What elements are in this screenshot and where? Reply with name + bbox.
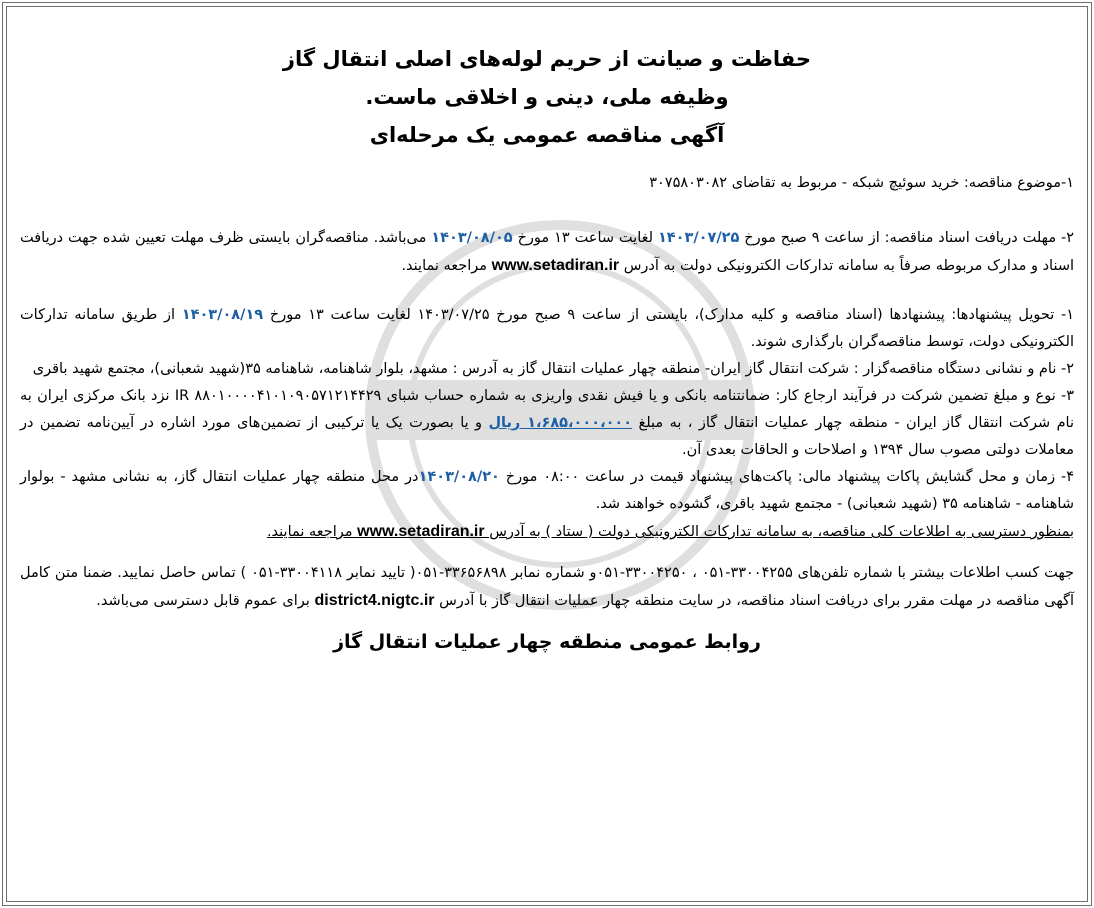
deadline-text-b: لغایت ساعت ۱۳ مورخ — [512, 230, 658, 246]
item-number: ۳- — [1060, 388, 1075, 404]
headline-line-1: حفاظت و صیانت از حریم لوله‌های اصلی انتقال گاز — [282, 47, 812, 71]
access-info-line — [20, 518, 1074, 546]
opening-text-b: در محل منطقه چهار عملیات انتقال گاز، به نشانی مشهد - بولوار شاهنامه - شاهنامه ۳۵ (شهید شعبانی) - مجتمع شهید باقری، گشوده خواهند شد. — [20, 469, 1074, 512]
public-relations-signature: روابط عمومی منطقه چهار عملیات انتقال گاز — [333, 631, 761, 653]
item-opening — [20, 464, 1074, 518]
submission-text-a: تحویل پیشنهادها: پیشنهادها (اسناد مناقصه و کلیه مدارک)، بایستی از ساعت ۹ صبح مورخ ۱۴۰۳/۰۷/۲۵ لغایت ساعت ۱۳ مورخ — [263, 307, 1061, 323]
deadline-end-date: ۱۴۰۳/۰۸/۰۵ — [431, 230, 513, 246]
headline-line-2: وظیفه ملی، دینی و اخلاقی ماست. — [365, 85, 729, 109]
opening-text-a: زمان و محل گشایش پاکات پیشنهاد مالی: پاکت‌های پیشنهاد قیمت در ساعت ۰۸:۰۰ مورخ — [499, 469, 1061, 485]
contact-text-a: جهت کسب اطلاعات بیشتر با شماره تلفن‌های ۳۳۰۰۴۲۵۵-۰۵۱ ، ۳۳۰۰۴۲۵۰-۰۵۱و شماره نمابر ۳۳۶۵۶۸۹۸-۰۵۱( تایید نمابر ۳۳۰۰۴۱۱۸-۰۵۱ ) تماس حاصل نمایید. ضمنا متن کامل آگهی مناقصه در مهلت مقرر برای دریافت اسناد مناقصه، در سایت منطقه چهار عملیات انتقال گاز با آدرس — [20, 565, 1074, 609]
section-subject — [20, 170, 1074, 197]
deadline-text-a: ۲- مهلت دریافت اسناد مناقصه: از ساعت ۹ صبح مورخ — [739, 230, 1075, 246]
notice-content — [20, 40, 1074, 676]
organizer-text: نام و نشانی دستگاه مناقصه‌گزار : شرکت انتقال گاز ایران- منطقه چهار عملیات انتقال گاز به آدرس : مشهد، بلوار شاهنامه، شاهنامه ۳۵(شهید شعبانی)، مجتمع شهید باقری — [32, 361, 1061, 377]
item-number: ۴- — [1060, 469, 1074, 485]
guarantee-text-a: نوع و مبلغ تضمین شرکت در فرآیند ارجاع کار: ضمانتنامه بانکی و یا فیش نقدی واریزی به شماره حساب شبای IR ۸۸۰۱۰۰۰۰۴۱۰۱۰۹۰۵۷۱۲۱۴۴۲۹ نزد بانک مرکزی ایران به نام شرکت انتقال گاز ایران - منطقه چهار عملیات انتقال گاز ، به مبلغ — [20, 388, 1075, 431]
setadiran-link[interactable]: www.setadiran.ir — [491, 257, 620, 274]
item-organizer-address — [20, 356, 1074, 383]
deadline-start-date: ۱۴۰۳/۰۷/۲۵ — [657, 230, 740, 246]
opening-date: ۱۴۰۳/۰۸/۲۰ — [418, 469, 500, 485]
access-text-a: بمنظور دسترسی به اطلاعات کلی مناقصه، به سامانه تدارکات الکترونیکی دولت ( ستاد ) به آدرس — [484, 524, 1074, 540]
item-number: ۲- — [1060, 361, 1074, 377]
section-document-deadline — [20, 225, 1074, 280]
setadiran-link-2[interactable]: www.setadiran.ir — [357, 523, 485, 540]
access-text-b: مراجعه نمایند. — [266, 524, 358, 540]
subject-text: ۱-موضوع مناقصه: خرید سوئیچ شبکه - مربوط به تقاضای ۳۰۷۵۸۰۳۰۸۲ — [649, 175, 1074, 191]
deadline-text-c: می‌باشد. مناقصه‌گران بایستی ظرف مهلت تعیین شده جهت دریافت اسناد و مدارک مربوطه صرفاً به سامانه تدارکات الکترونیکی دولت به آدرس — [20, 230, 1074, 274]
item-guarantee — [20, 383, 1074, 464]
guarantee-amount: ۱،۶۸۵،۰۰۰،۰۰۰ ریال — [488, 415, 633, 431]
district-site-link[interactable]: district4.nigtc.ir — [314, 592, 435, 609]
submission-end-date: ۱۴۰۳/۰۸/۱۹ — [181, 307, 264, 323]
item-submission — [20, 302, 1074, 356]
deadline-text-d: مراجعه نمایند. — [401, 258, 492, 274]
notice-title: آگهی مناقصه عمومی یک مرحله‌ای — [369, 123, 725, 147]
item-number: ۱- — [1060, 307, 1075, 323]
contact-info — [20, 560, 1074, 615]
submission-text-b: از طریق سامانه تدارکات الکترونیکی دولت، توسط مناقصه‌گران بارگذاری شوند. — [20, 307, 1074, 350]
guarantee-text-b: و یا بصورت یک یا ترکیبی از تضمین‌های مورد اشاره در آیین‌نامه تضمین در معاملات دولتی مصوب سال ۱۳۹۴ و اصلاحات و الحاقات بعدی آن. — [20, 415, 1074, 458]
contact-text-b: برای عموم قابل دسترسی می‌باشد. — [96, 593, 315, 609]
